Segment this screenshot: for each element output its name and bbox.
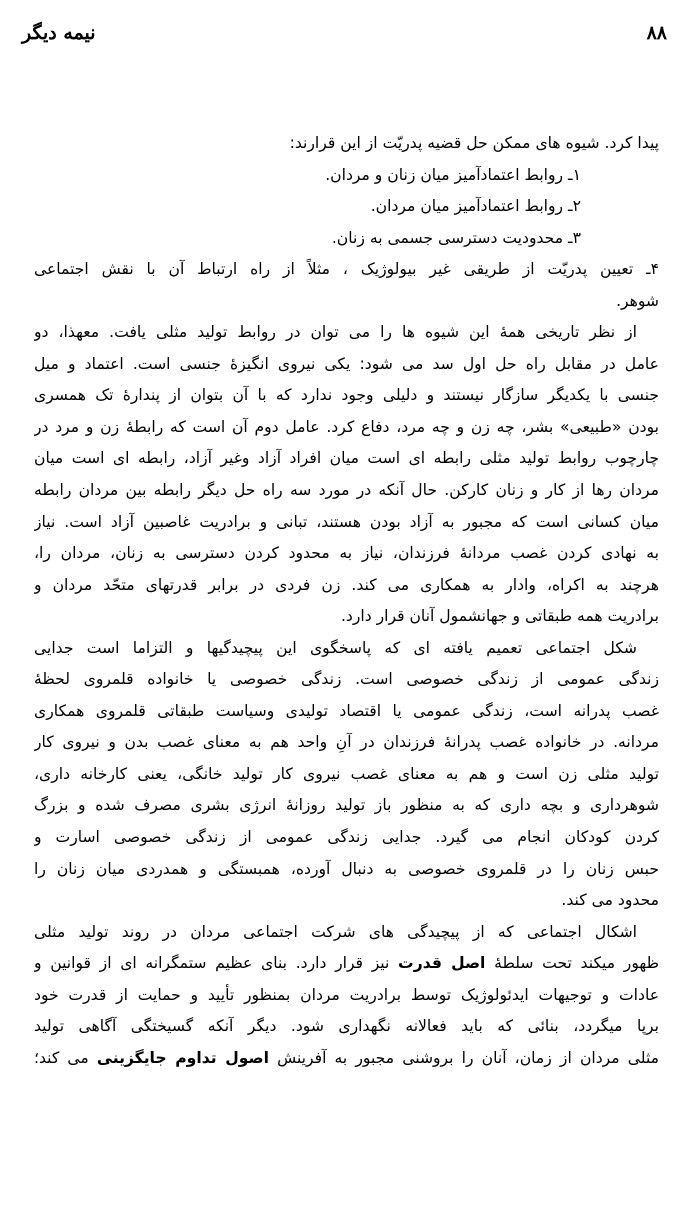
line-text: اشکال اجتماعی که از پیچیدگی های شرکت اجتماعی مردان در روند تولید مثلی	[34, 922, 637, 941]
paragraph-line: محدود می کند.	[561, 891, 659, 910]
bold-term-principles-of-continuity: اصول تداوم جایگزینی	[96, 1048, 269, 1067]
paragraph-line: میان کسانی است که مجبور به آزاد بودن هستند، تبانی و برادریت غاصبین آزاد است. نیاز	[34, 512, 659, 531]
list-item: ۱ـ روابط اعتمادآمیز میان زنان و مردان.	[325, 165, 581, 184]
line-text: عادات و توجیهات ایدئولوژیک توسط برادریت مردان بمنظور تأیید و حمایت از قدرت خود	[34, 985, 659, 1004]
paragraph-line	[34, 1011, 659, 1043]
list-item: ۲ـ روابط اعتمادآمیز میان مردان.	[370, 197, 581, 216]
intro-line: پیدا کرد. شیوه های ممکن حل قضیه پدریّت از این قرارند:	[289, 134, 659, 152]
running-head	[22, 22, 667, 50]
list-item: ۴ـ تعیین پدریّت از طریقی غیر بیولوژیک ، مثلاً از راه ارتباط آن با نقش اجتماعی	[34, 260, 659, 279]
paragraph-line: به نهادی کردن غصب مردانهٔ فرزندان، نیاز به محدود کردن دسترسی به زنان، مردان را،	[34, 544, 659, 563]
paragraph-3	[34, 917, 659, 1075]
page-number: ۸۸	[646, 22, 667, 44]
running-head-title: نیمه دیگر	[22, 22, 96, 44]
paragraph-line	[34, 1043, 659, 1075]
paragraph-line: زندگی عمومی از زندگی خصوصی است. زندگی خصوصی یا خانواده قلمروی لحظهٔ	[34, 670, 659, 689]
paragraph-line: شکل اجتماعی تعمیم یافته ای که پاسخگوی این پیچیدگیها و التزاما است جدایی	[34, 638, 637, 657]
paragraph-line: چارچوب روابط تولید مثلی رابطه ای است میان افراد آزاد وغیر آزاد، رابطه ای است میان	[34, 449, 659, 468]
paragraph-line: هرچند به اکراه، وادار به همکاری می کند. زن فردی در برابر قدرتهای متحّد مردان و	[34, 575, 659, 594]
line-text: مثلی مردان از زمان، آنان را بروشنی مجبور به آفرینش	[268, 1048, 659, 1067]
paragraph-line	[34, 980, 659, 1012]
line-text: نیز قرار دارد. بنای عظیم ستمگرانه ای از قوانین و	[34, 954, 399, 973]
paragraph-line: تولید مثلی زن است و هم به معنای غصب نیروی کار تولید خانگی، یعنی کارخانه داری،	[34, 764, 659, 783]
numbered-list	[34, 160, 659, 318]
line-text: می کند؛	[34, 1048, 97, 1067]
paragraph-line: جنسی با یکدیگر سازگار نیستند و دلیلی وجود ندارد که با آن بتوان از پندارهٔ تک همسری	[34, 386, 659, 405]
paragraph-line: غصب پدرانه است، زندگی عمومی یا اقتصاد تولیدی وسیاست طبقاتی قلمروی همکاری	[34, 701, 659, 720]
list-item: ۳ـ محدودیت دسترسی جسمی به زنان.	[331, 228, 581, 247]
paragraph-line: کردن کودکان انجام می گیرد. جدایی زندگی عمومی از زندگی خصوصی اسارت و	[34, 828, 659, 847]
line-text: ظهور میکند تحت سلطهٔ	[485, 954, 659, 973]
paragraph-line: مردان رها از کار و زنان کارکن. حال آنکه در مورد سه راه حل دیگر رابطه بین مردان رابطه	[34, 481, 659, 500]
paragraph-2	[34, 633, 659, 917]
body-text	[34, 128, 659, 1074]
list-item-continuation: شوهر.	[616, 291, 659, 310]
paragraph-line: مردانه. در خانواده غصب پدرانهٔ فرزندان در آنِ واحد هم به معنای غصب بدن و نیروی کار	[34, 733, 659, 752]
paragraph-line: حبس زنان را در قلمروی خصوصی به دنبال آورده، همبستگی و همدردی میان زنان را	[34, 859, 659, 878]
paragraph-line: بودن «طبیعی» بشر، چه زن و چه مرد، دفاع کرد. عامل دوم آن است که رابطهٔ زن و مرد در	[34, 417, 659, 436]
paragraph-line: برادریت همه طبقاتی و جهانشمول آنان قرار دارد.	[340, 607, 659, 626]
paragraph-line: عامل در مقابل راه حل اول سد می شود: یکی نیروی انگیزهٔ جنسی است. اعتماد و میل	[34, 354, 659, 373]
paragraph-line	[34, 948, 659, 980]
bold-term-principle-of-power: اصل قدرت	[398, 954, 486, 973]
paragraph-line	[34, 917, 659, 949]
line-text: برپا میگردد، بنائی که باید فعالانه نگهداری شود. دیگر آنکه گسیختگی آگاهی تولید	[34, 1017, 659, 1036]
paragraph-1	[34, 317, 659, 632]
paragraph-line: شوهرداری و بچه داری که به منظور باز تولید روزانهٔ انرژی بشری مصرف شده و بزرگ	[34, 796, 659, 815]
paragraph-line: از نظر تاریخی همهٔ این شیوه ها را می توان در روابط تولید مثلی یافت. معهذا، دو	[34, 323, 637, 342]
